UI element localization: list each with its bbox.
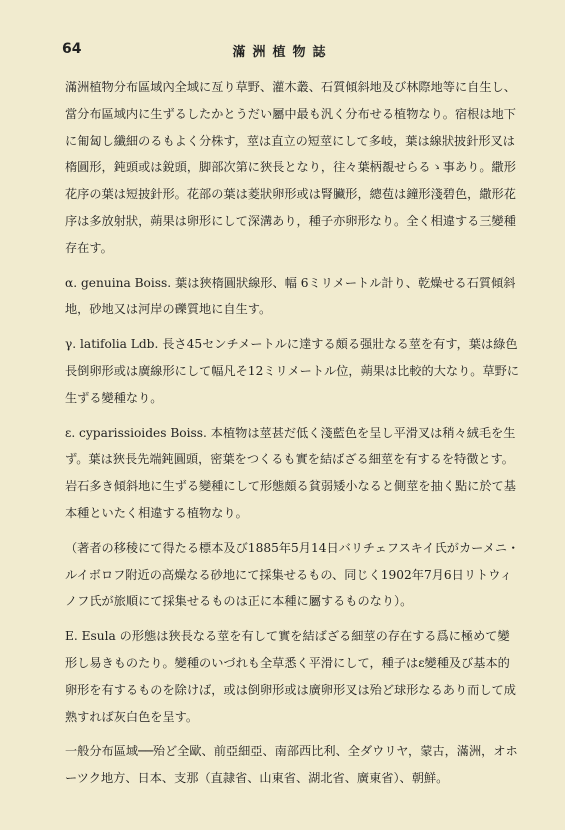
- paragraph-variety-cyparissioides: ε. cyparissioides Boiss. 本植物は莖甚だ低く淺藍色を呈し平滑叉は稍々絨毛を生ず。葉は狹長先端鈍圓頭，密葉をつくるも實を結ばざる細莖を有するを特徴とす。岩石多き傾斜地に生ずる變種にして形態頗る貧弱矮小なると側莖を抽く點に於て基本種といたく相違する植物なり。: [65, 425, 516, 520]
- body-text: [65, 74, 520, 800]
- running-title: 滿洲植物誌: [232, 45, 333, 60]
- paragraph-specimens-note: （著者の移稜にて得たる標本及び1885年5月14日バリチェフスキイ氏がカーメニ・ルイボロフ附近の高燥なる砂地にて採集せるもの、同じく1902年7月6日リトウィノフ氏が旅順にて採集せるものは正に本種に屬するものなり）。: [65, 540, 520, 609]
- paragraph-distribution: 一般分布區域──殆ど全歐、前亞細亞、南部西比利、全ダウリヤ，蒙古，滿洲，オホーツク地方、日本、支那（直隷省、山東省、湖北省、廣東省）、朝鮮。: [65, 744, 518, 786]
- paragraph-variety-latifolia: γ. latifolia Ldb. 長さ45センチメートルに達する頗る强壯なる莖を有す，葉は綠色長倒卵形或は廣線形にして幅凡そ12ミリメートル位，蒴果は比較的大なり。草野に生ずる變種なり。: [65, 337, 520, 405]
- paragraph-esula-form: E. Esula の形態は狹長なる莖を有して實を結ばざる細莖の存在する爲に極めて變形し易きものたり。變種のいづれも全草悉く平滑にして，種子はε變種及び基本的卵形を有するものを除けば，或は倒卵形或は廣卵形叉は殆ど球形なるあり而して成熟すれば灰白色を呈す。: [65, 629, 516, 724]
- paragraph-intro: 滿洲植物分布區域內全域に亙り草野、灌木叢、石質傾斜地及び林際地等に自生し、當分布區域内に生ずるしたかとうだい屬中最も汎く分布せる植物なり。宿根は地下に匍匐し纖細のるもよく分株す，莖は直立の短莖にして多岐，葉は線狀披針形叉は楕圓形，鈍頭或は銳頭，脚部次第に狹長となり，往々葉柄覩せらるゝ事あり。繖形花序の葉は短披針形。花部の葉は菱狀卵形或は腎臟形，總苞は鐘形淺碧色，繖形花序は多放射狀，蒴果は卵形にして深溝あり，種子亦卵形なり。全く相違する三變種存在す。: [65, 80, 516, 255]
- paragraph-variety-genuina: α. genuina Boiss. 葉は狹楕圓狀線形、幅 6ミリメートル計り、乾燥せる石質傾斜地，砂地又は河岸の礫質地に自生す。: [65, 275, 516, 317]
- page-number: 64: [62, 41, 82, 57]
- page-header: [62, 41, 503, 63]
